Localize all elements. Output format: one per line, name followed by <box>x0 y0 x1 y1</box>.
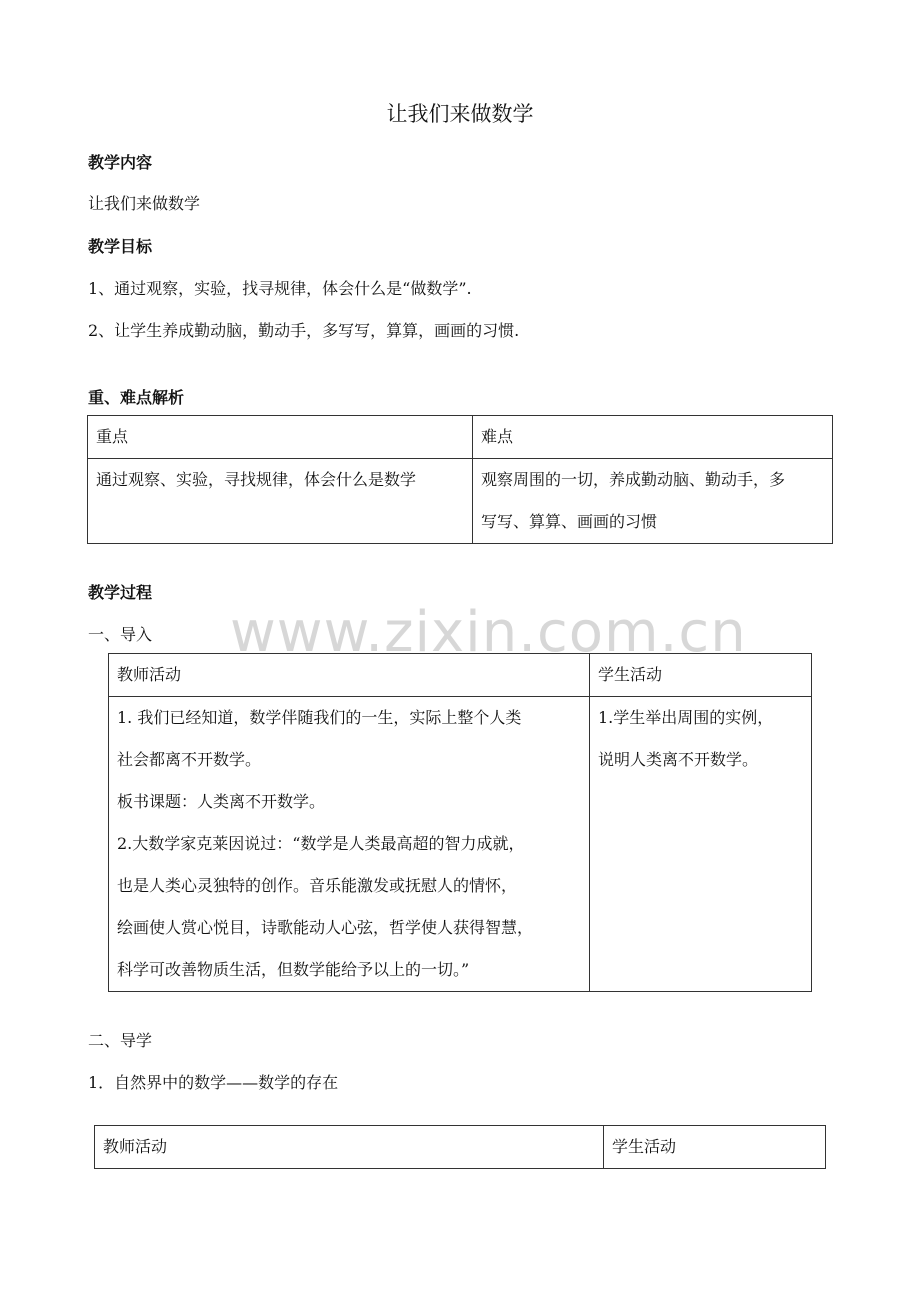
difficult-line: 写写、算算、画画的习惯 <box>481 512 658 531</box>
goals-heading: 教学目标 <box>88 237 153 256</box>
student-activity <box>590 697 812 992</box>
student-header: 学生活动 <box>604 1126 826 1169</box>
difficult-line: 观察周围的一切，养成勤动脑、勤动手，多 <box>481 470 786 489</box>
teacher-activity <box>109 697 590 992</box>
student-line: 说明人类离不开数学。 <box>598 750 759 769</box>
teacher-line: 1. 我们已经知道，数学伴随我们的一生，实际上整个人类 <box>117 708 522 727</box>
teacher-line: 绘画使人赏心悦目，诗歌能动人心弦，哲学使人获得智慧， <box>117 918 534 937</box>
teacher-line: 科学可改善物质生活，但数学能给予以上的一切。” <box>117 960 470 979</box>
content-heading: 教学内容 <box>88 153 153 172</box>
intro-table <box>108 653 812 992</box>
key-header-left: 重点 <box>88 416 473 459</box>
section-heading: 一、导入 <box>88 625 153 644</box>
guide-table <box>94 1125 826 1169</box>
teacher-header: 教师活动 <box>95 1126 604 1169</box>
key-point-text: 通过观察、实验，寻找规律，体会什么是数学 <box>88 459 473 544</box>
difficult-point-text <box>473 459 833 544</box>
goal-item: 1、通过观察，实验，找寻规律，体会什么是“做数学”. <box>88 279 472 298</box>
key-points-heading: 重、难点解析 <box>88 388 185 407</box>
section-heading: 二、导学 <box>88 1031 153 1050</box>
process-heading: 教学过程 <box>88 583 153 602</box>
watermark: www.zixin.com.cn <box>230 600 747 665</box>
content-text: 让我们来做数学 <box>88 194 201 213</box>
page-title: 让我们来做数学 <box>386 102 534 126</box>
teacher-line: 板书课题：人类离不开数学。 <box>117 792 326 811</box>
teacher-line: 也是人类心灵独特的创作。音乐能激发或抚慰人的情怀， <box>117 876 518 895</box>
key-points-table <box>87 415 833 544</box>
student-header: 学生活动 <box>590 654 812 697</box>
key-header-right: 难点 <box>473 416 833 459</box>
teacher-line: 社会都离不开数学。 <box>117 750 262 769</box>
student-line: 1.学生举出周围的实例， <box>598 708 774 727</box>
goal-item: 2、让学生养成勤动脑，勤动手，多写写，算算，画画的习惯. <box>88 321 520 340</box>
teacher-line: 2.大数学家克莱因说过：“数学是人类最高超的智力成就， <box>117 834 525 853</box>
subsection-heading: 1．自然界中的数学——数学的存在 <box>88 1073 339 1092</box>
teacher-header: 教师活动 <box>109 654 590 697</box>
